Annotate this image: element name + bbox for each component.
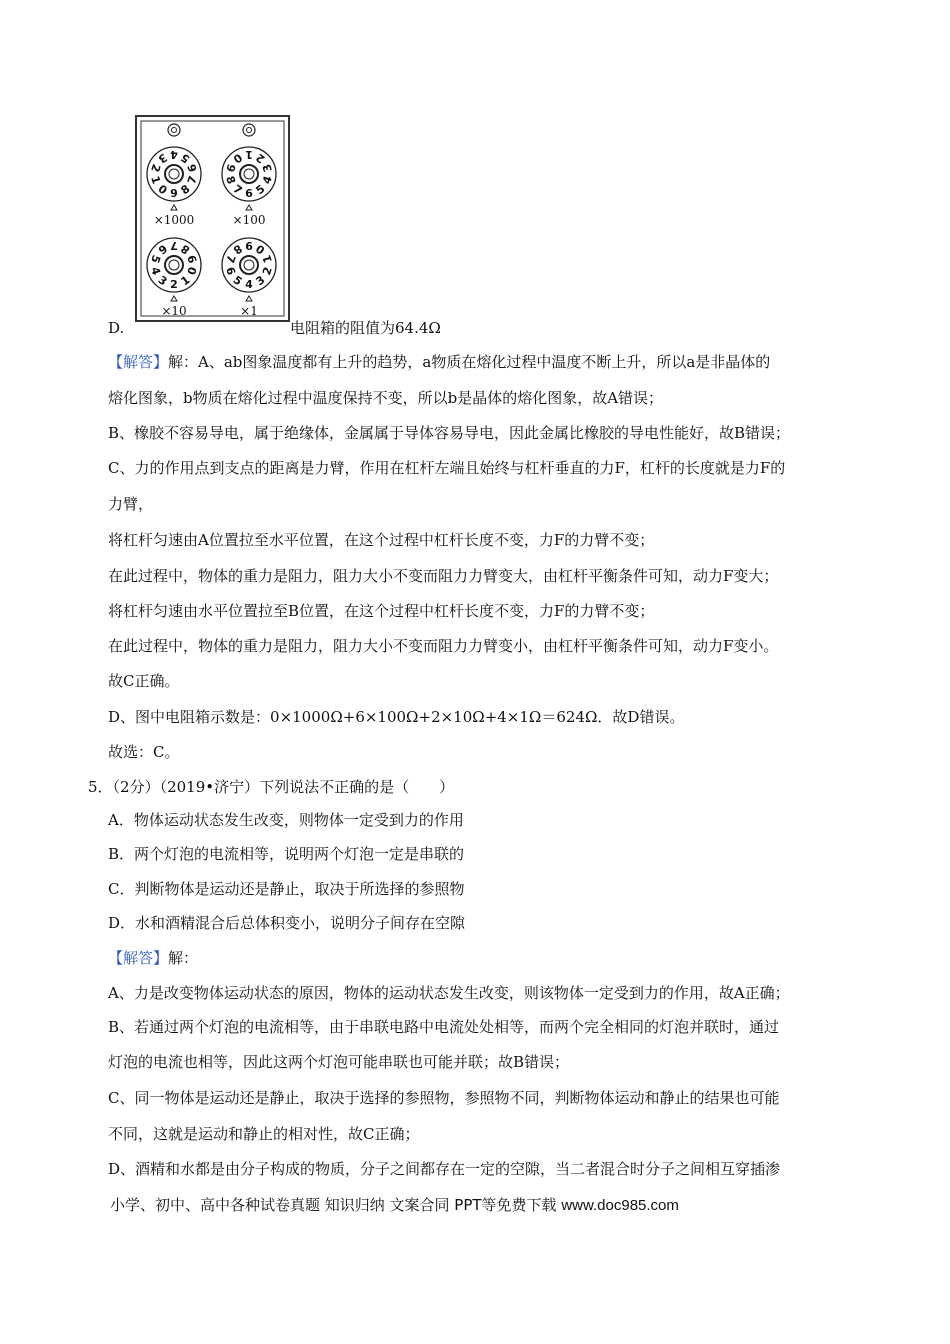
dial-digit: 4	[260, 174, 275, 186]
terminal-center-icon	[247, 128, 252, 133]
dial-digit: 0	[185, 265, 200, 277]
terminal-center-icon	[172, 128, 177, 133]
dial-knob-center	[169, 260, 179, 270]
q4-answer-line-3: B、橡胶不容易导电，属于绝缘体，金属属于导体容易导电，因此金属比橡胶的导电性能好，故B错误；	[108, 424, 791, 442]
page-footer	[110, 1194, 679, 1215]
pointer-triangle-icon	[171, 205, 177, 210]
dial-digit: 5	[230, 273, 245, 289]
q4-answer-line-7: 在此过程中，物体的重力是阻力，阻力大小不变而阻力力臂变大，由杠杆平衡条件可知，动力F变大；	[108, 567, 779, 585]
dial-digit: 4	[148, 265, 163, 277]
q5-answer-line-1: A、力是改变物体运动状态的原因，物体的运动状态发生改变，则该物体一定受到力的作用，故A正确；	[108, 984, 790, 1002]
dial-digit: 3	[253, 273, 268, 289]
resistance-box-drawing	[137, 117, 288, 320]
dial-digit: 2	[148, 162, 163, 174]
q4-answer-line-5: 力臂，	[108, 495, 154, 513]
dial-digit: 6	[185, 162, 200, 174]
dial-digit: 2	[260, 265, 275, 277]
dial-digit: 6	[155, 241, 170, 257]
dial-digit: 3	[155, 150, 170, 166]
q4-answer-line-4: C、力的作用点到支点的距离是力臂，作用在杠杆左端且始终与杠杆垂直的力F，杠杆的长度就是力F的	[108, 459, 786, 477]
pointer-triangle-icon	[246, 296, 252, 301]
q5-stem: 5．（2分）（2019•济宁）下列说法不正确的是（ ）	[88, 778, 455, 796]
dial-multiplier-label: ×1	[240, 304, 258, 318]
dial-multiplier-label: ×1000	[153, 213, 195, 227]
q4-answer-line-1: 【解答】解：A、ab图象温度都有上升的趋势，a物质在熔化过程中温度不断上升，所以a是非晶体的	[108, 353, 771, 371]
dial-knob	[165, 165, 183, 183]
dial-digit: 3	[260, 162, 275, 174]
dial-digit: 8	[230, 241, 245, 257]
dial-knob-center	[244, 169, 254, 179]
q5-option-b: B．两个灯泡的电流相等，说明两个灯泡一定是串联的	[108, 845, 465, 863]
q4-answer-line-12: 故选：C。	[108, 743, 180, 761]
dial-digit: 7	[223, 253, 238, 265]
q5-answer-line-5: 不同，这就是运动和静止的相对性，故C正确；	[108, 1125, 420, 1143]
dial-multiplier-label: ×10	[161, 304, 187, 318]
q5-answer-line-3: 灯泡的电流也相等，因此这两个灯泡可能串联也可能并联；故B错误；	[108, 1053, 570, 1071]
dial-digit: 6	[245, 187, 253, 200]
terminal-icon	[243, 124, 255, 136]
dial-digit: 9	[185, 253, 200, 265]
dial-digit: 5	[253, 182, 268, 198]
q4-answer-line-11: D、图中电阻箱示数是：0×1000Ω+6×100Ω+2×10Ω+4×1Ω＝624Ω．故D错误。	[108, 708, 685, 726]
q4-answer-tag: 【解答】	[108, 353, 169, 371]
dial-knob-center	[244, 260, 254, 270]
dial-digit: 8	[178, 182, 193, 198]
dial-digit: 1	[148, 174, 163, 186]
dial-digit: 0	[230, 150, 245, 166]
q4-option-d-text: 电阻箱的阻值为64.4Ω	[290, 319, 441, 337]
dial-digit: 7	[170, 239, 178, 252]
dial-knob	[240, 165, 258, 183]
dial-digit: 1	[178, 273, 193, 289]
q5-option-c: C．判断物体是运动还是静止，取决于所选择的参照物	[108, 880, 465, 898]
dial-digit: 2	[253, 150, 268, 166]
q4-answer-line-8: 将杠杆匀速由水平位置拉至B位置，在这个过程中杠杆长度不变，力F的力臂不变；	[108, 602, 655, 620]
q5-answer-line-4: C、同一物体是运动还是静止，取决于选择的参照物，参照物不同，判断物体运动和静止的结果也可能	[108, 1089, 780, 1107]
q4-answer-line-10: 故C正确。	[108, 672, 180, 690]
dial-digit: 2	[170, 278, 178, 291]
dial-knob-center	[169, 169, 179, 179]
q4-answer-line-9: 在此过程中，物体的重力是阻力，阻力大小不变而阻力力臂变小，由杠杆平衡条件可知，动力F变小。	[108, 637, 779, 655]
dial-digit: 7	[230, 182, 245, 198]
dial-digit: 3	[155, 273, 170, 289]
dial-digit: 9	[223, 162, 238, 174]
terminal-icon	[168, 124, 180, 136]
resistance-box-figure	[135, 115, 290, 322]
q5-answer-head: 【解答】解：	[108, 949, 199, 967]
dial-digit: 5	[148, 253, 163, 265]
dial-knob	[165, 256, 183, 274]
q4-answer-line-2: 熔化图象，b物质在熔化过程中温度保持不变，所以b是晶体的熔化图象，故A错误；	[108, 389, 664, 407]
dial-digit: 1	[245, 148, 253, 161]
dial-digit: 5	[178, 150, 193, 166]
dial-digit: 9	[245, 239, 253, 252]
dial-digit: 9	[170, 187, 178, 200]
dial-digit: 0	[253, 241, 268, 257]
dial-knob	[240, 256, 258, 274]
q4-answer-line-6: 将杠杆匀速由A位置拉至水平位置，在这个过程中杠杆长度不变，力F的力臂不变；	[108, 531, 655, 549]
footer-text: 小学、初中、高中各种试卷真题 知识归纳 文案合同 PPT等免费下载	[110, 1196, 557, 1214]
dial-multiplier-label: ×100	[232, 213, 266, 227]
pointer-triangle-icon	[246, 205, 252, 210]
dial-digit: 4	[170, 148, 178, 161]
footer-site-link[interactable]: www.doc985.com	[561, 1197, 679, 1214]
q4-option-d-label: D.	[108, 319, 125, 337]
dial-digit: 0	[155, 182, 170, 198]
dial-digit: 8	[178, 241, 193, 257]
dial-digit: 6	[223, 265, 238, 277]
q5-answer-line-2: B、若通过两个灯泡的电流相等，由于串联电路中电流处处相等，而两个完全相同的灯泡并联时，通过	[108, 1018, 780, 1036]
q4-option-d	[108, 318, 124, 338]
dial-digit: 8	[223, 174, 238, 186]
dial-digit: 7	[185, 174, 200, 186]
q5-option-a: A．物体运动状态发生改变，则物体一定受到力的作用	[108, 811, 464, 829]
q5-option-d: D．水和酒精混合后总体积变小，说明分子间存在空隙	[108, 914, 466, 932]
q5-answer-line-6: D、酒精和水都是由分子构成的物质，分子之间都存在一定的空隙，当二者混合时分子之间相互穿插渗	[108, 1160, 781, 1178]
q5-answer-tag: 【解答】	[108, 949, 169, 967]
dial-digit: 4	[245, 278, 253, 291]
dial-digit: 1	[260, 253, 275, 265]
pointer-triangle-icon	[171, 296, 177, 301]
